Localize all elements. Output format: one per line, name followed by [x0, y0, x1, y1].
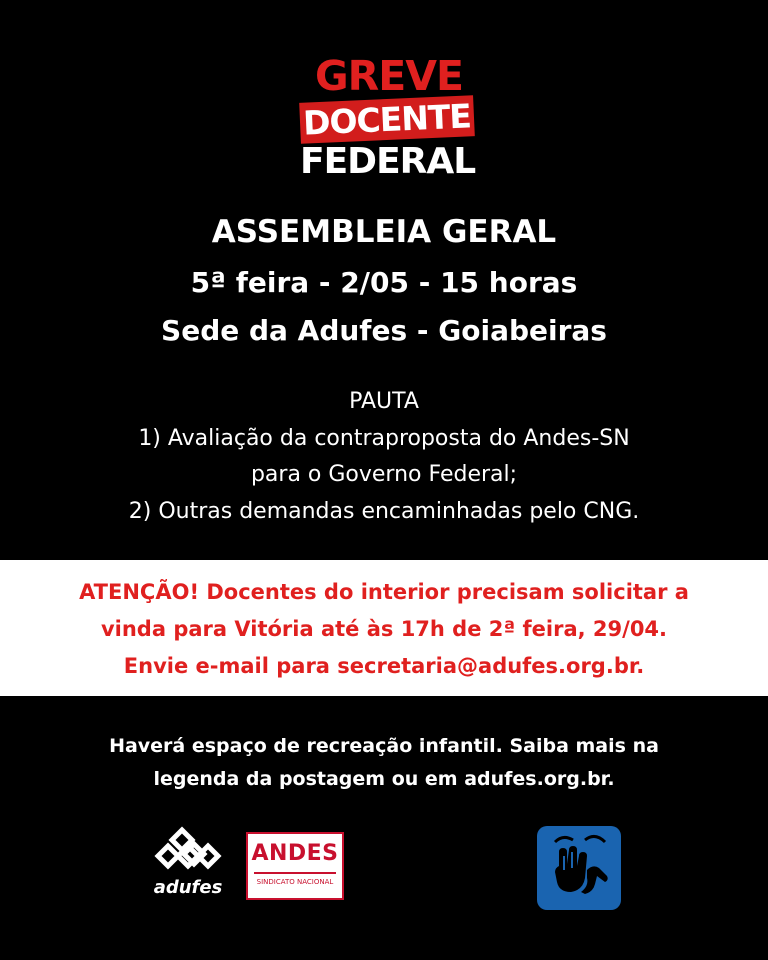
agenda-heading: PAUTA: [349, 389, 419, 414]
adufes-logo: [150, 826, 226, 902]
event-where: Sede da Adufes - Goiabeiras: [161, 314, 607, 347]
andes-subtitle: SINDICATO NACIONAL: [256, 878, 334, 886]
notice-line-1: ATENÇÃO! Docentes do interior precisam solicitar a: [79, 580, 689, 604]
adufes-wordmark: adufes: [153, 877, 223, 898]
notice-line-3: Envie e-mail para secretaria@adufes.org.br.: [123, 654, 645, 678]
andes-wordmark: ANDES: [251, 841, 339, 866]
footer-line-1: Haverá espaço de recreação infantil. Saiba mais na: [109, 735, 659, 757]
agenda-item-1: 1) Avaliação da contraproposta do Andes-SN: [138, 426, 630, 451]
andes-logo: [246, 832, 344, 900]
agenda-item-2: 2) Outras demandas encaminhadas pelo CNG.: [128, 499, 640, 524]
attention-notice: [0, 560, 768, 696]
andes-divider: [254, 872, 336, 874]
hands-icon: [537, 826, 621, 910]
logo-greve: GREVE: [315, 52, 463, 100]
greve-docente-federal-logo: [300, 52, 476, 182]
event-title: ASSEMBLEIA GERAL: [211, 214, 557, 250]
agenda-item-1-cont: para o Governo Federal;: [250, 462, 518, 487]
logo-docente: DOCENTE: [302, 96, 472, 143]
event-when: 5ª feira - 2/05 - 15 horas: [190, 266, 578, 299]
adufes-symbol-icon: [150, 826, 226, 876]
footer-line-2: legenda da postagem ou em adufes.org.br.: [153, 768, 615, 790]
sign-language-icon: [537, 826, 621, 910]
logo-federal: FEDERAL: [300, 141, 476, 182]
notice-line-2: vinda para Vitória até às 17h de 2ª feira, 29/04.: [100, 617, 668, 641]
